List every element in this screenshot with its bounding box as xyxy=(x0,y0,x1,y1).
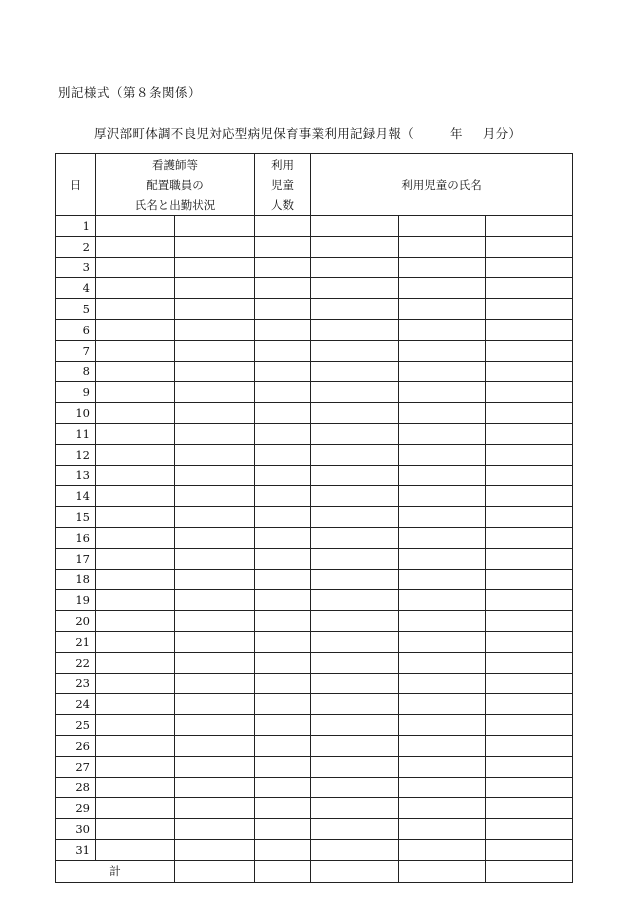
entry-cell[interactable] xyxy=(486,798,573,819)
entry-cell[interactable] xyxy=(486,465,573,486)
entry-cell[interactable] xyxy=(311,465,399,486)
entry-cell[interactable] xyxy=(311,569,399,590)
entry-cell[interactable] xyxy=(486,507,573,528)
entry-cell[interactable] xyxy=(486,673,573,694)
entry-cell[interactable] xyxy=(255,756,311,777)
entry-cell[interactable] xyxy=(399,340,486,361)
entry-cell[interactable] xyxy=(399,319,486,340)
entry-cell[interactable] xyxy=(399,777,486,798)
entry-cell[interactable] xyxy=(96,756,175,777)
entry-cell[interactable] xyxy=(399,611,486,632)
entry-cell[interactable] xyxy=(96,216,175,237)
entry-cell[interactable] xyxy=(486,611,573,632)
day-number: 3 xyxy=(56,257,96,278)
entry-cell[interactable] xyxy=(399,403,486,424)
entry-cell[interactable] xyxy=(255,423,311,444)
entry-cell[interactable] xyxy=(255,569,311,590)
entry-cell[interactable] xyxy=(175,590,255,611)
entry-cell[interactable] xyxy=(96,548,175,569)
entry-cell[interactable] xyxy=(175,236,255,257)
entry-cell[interactable] xyxy=(175,735,255,756)
entry-cell[interactable] xyxy=(96,694,175,715)
entry-cell[interactable] xyxy=(255,839,311,860)
table-row xyxy=(56,236,573,257)
entry-cell[interactable] xyxy=(486,361,573,382)
entry-cell[interactable] xyxy=(175,423,255,444)
entry-cell[interactable] xyxy=(255,382,311,403)
header-count-line-2: 児童 xyxy=(271,177,294,192)
day-number: 19 xyxy=(56,590,96,611)
entry-cell[interactable] xyxy=(175,673,255,694)
entry-cell[interactable] xyxy=(96,257,175,278)
entry-cell[interactable] xyxy=(96,340,175,361)
entry-cell[interactable] xyxy=(255,278,311,299)
entry-cell[interactable] xyxy=(486,631,573,652)
entry-cell[interactable] xyxy=(486,319,573,340)
entry-cell[interactable] xyxy=(399,694,486,715)
entry-cell[interactable] xyxy=(175,652,255,673)
report-title-month: 月分） xyxy=(482,126,522,141)
entry-cell[interactable] xyxy=(399,465,486,486)
table-row xyxy=(56,631,573,652)
entry-cell[interactable] xyxy=(255,340,311,361)
entry-cell[interactable] xyxy=(399,444,486,465)
day-number: 26 xyxy=(56,735,96,756)
entry-cell[interactable] xyxy=(175,569,255,590)
day-number: 9 xyxy=(56,382,96,403)
day-number: 29 xyxy=(56,798,96,819)
entry-cell[interactable] xyxy=(96,735,175,756)
table-row xyxy=(56,444,573,465)
total-cell[interactable] xyxy=(255,860,311,882)
day-number: 18 xyxy=(56,569,96,590)
entry-cell[interactable] xyxy=(486,694,573,715)
entry-cell[interactable] xyxy=(399,299,486,320)
table-row xyxy=(56,340,573,361)
table-row xyxy=(56,548,573,569)
entry-cell[interactable] xyxy=(255,257,311,278)
entry-cell[interactable] xyxy=(311,819,399,840)
table-row xyxy=(56,777,573,798)
day-number: 22 xyxy=(56,652,96,673)
entry-cell[interactable] xyxy=(486,216,573,237)
header-count xyxy=(255,154,311,216)
day-number: 23 xyxy=(56,673,96,694)
entry-cell[interactable] xyxy=(399,382,486,403)
entry-cell[interactable] xyxy=(399,361,486,382)
day-number: 11 xyxy=(56,423,96,444)
entry-cell[interactable] xyxy=(255,548,311,569)
entry-cell[interactable] xyxy=(255,444,311,465)
entry-cell[interactable] xyxy=(175,382,255,403)
table-row xyxy=(56,611,573,632)
entry-cell[interactable] xyxy=(96,652,175,673)
day-number: 20 xyxy=(56,611,96,632)
entry-cell[interactable] xyxy=(486,839,573,860)
entry-cell[interactable] xyxy=(311,527,399,548)
entry-cell[interactable] xyxy=(311,216,399,237)
day-number: 21 xyxy=(56,631,96,652)
entry-cell[interactable] xyxy=(486,652,573,673)
entry-cell[interactable] xyxy=(255,611,311,632)
entry-cell[interactable] xyxy=(486,403,573,424)
entry-cell[interactable] xyxy=(255,777,311,798)
entry-cell[interactable] xyxy=(255,361,311,382)
entry-cell[interactable] xyxy=(399,839,486,860)
entry-cell[interactable] xyxy=(311,694,399,715)
day-number: 27 xyxy=(56,756,96,777)
table-row xyxy=(56,319,573,340)
entry-cell[interactable] xyxy=(399,507,486,528)
usage-record-table xyxy=(55,153,573,883)
entry-cell[interactable] xyxy=(175,403,255,424)
entry-cell[interactable] xyxy=(486,819,573,840)
entry-cell[interactable] xyxy=(311,798,399,819)
entry-cell[interactable] xyxy=(486,735,573,756)
entry-cell[interactable] xyxy=(96,611,175,632)
day-number: 30 xyxy=(56,819,96,840)
table-row xyxy=(56,216,573,237)
entry-cell[interactable] xyxy=(96,278,175,299)
entry-cell[interactable] xyxy=(399,673,486,694)
entry-cell[interactable] xyxy=(175,216,255,237)
entry-cell[interactable] xyxy=(96,819,175,840)
entry-cell[interactable] xyxy=(255,819,311,840)
header-child-names: 利用児童の氏名 xyxy=(311,154,573,216)
table-row xyxy=(56,735,573,756)
entry-cell[interactable] xyxy=(399,798,486,819)
entry-cell[interactable] xyxy=(311,299,399,320)
entry-cell[interactable] xyxy=(486,527,573,548)
entry-cell[interactable] xyxy=(486,236,573,257)
entry-cell[interactable] xyxy=(311,631,399,652)
entry-cell[interactable] xyxy=(255,798,311,819)
entry-cell[interactable] xyxy=(96,319,175,340)
table-row xyxy=(56,278,573,299)
entry-cell[interactable] xyxy=(399,423,486,444)
entry-cell[interactable] xyxy=(175,819,255,840)
day-number: 7 xyxy=(56,340,96,361)
entry-cell[interactable] xyxy=(96,527,175,548)
entry-cell[interactable] xyxy=(255,319,311,340)
entry-cell[interactable] xyxy=(96,777,175,798)
table-row xyxy=(56,694,573,715)
total-cell[interactable] xyxy=(311,860,399,882)
entry-cell[interactable] xyxy=(175,548,255,569)
total-label: 計 xyxy=(56,860,175,882)
entry-cell[interactable] xyxy=(96,444,175,465)
entry-cell[interactable] xyxy=(311,735,399,756)
entry-cell[interactable] xyxy=(399,569,486,590)
entry-cell[interactable] xyxy=(311,257,399,278)
entry-cell[interactable] xyxy=(175,444,255,465)
entry-cell[interactable] xyxy=(255,735,311,756)
entry-cell[interactable] xyxy=(399,735,486,756)
day-number: 13 xyxy=(56,465,96,486)
total-row xyxy=(56,860,573,882)
entry-cell[interactable] xyxy=(255,631,311,652)
entry-cell[interactable] xyxy=(486,548,573,569)
entry-cell[interactable] xyxy=(255,403,311,424)
table-row xyxy=(56,569,573,590)
report-title xyxy=(94,124,521,142)
entry-cell[interactable] xyxy=(311,756,399,777)
entry-cell[interactable] xyxy=(399,236,486,257)
entry-cell[interactable] xyxy=(175,777,255,798)
table-row xyxy=(56,590,573,611)
day-number: 6 xyxy=(56,319,96,340)
header-staff-line-3: 氏名と出勤状況 xyxy=(134,197,216,212)
entry-cell[interactable] xyxy=(399,527,486,548)
entry-cell[interactable] xyxy=(399,548,486,569)
entry-cell[interactable] xyxy=(311,319,399,340)
entry-cell[interactable] xyxy=(399,715,486,736)
entry-cell[interactable] xyxy=(175,715,255,736)
entry-cell[interactable] xyxy=(255,465,311,486)
entry-cell[interactable] xyxy=(311,361,399,382)
entry-cell[interactable] xyxy=(175,319,255,340)
day-number: 2 xyxy=(56,236,96,257)
entry-cell[interactable] xyxy=(311,486,399,507)
entry-cell[interactable] xyxy=(255,486,311,507)
entry-cell[interactable] xyxy=(175,278,255,299)
entry-cell[interactable] xyxy=(399,590,486,611)
table-row xyxy=(56,486,573,507)
entry-cell[interactable] xyxy=(175,527,255,548)
day-number: 17 xyxy=(56,548,96,569)
entry-cell[interactable] xyxy=(311,548,399,569)
entry-cell[interactable] xyxy=(311,839,399,860)
table-row xyxy=(56,839,573,860)
entry-cell[interactable] xyxy=(486,423,573,444)
entry-cell[interactable] xyxy=(399,819,486,840)
entry-cell[interactable] xyxy=(96,507,175,528)
total-cell[interactable] xyxy=(486,860,573,882)
entry-cell[interactable] xyxy=(96,299,175,320)
table-row xyxy=(56,673,573,694)
entry-cell[interactable] xyxy=(255,216,311,237)
table-row xyxy=(56,819,573,840)
entry-cell[interactable] xyxy=(96,486,175,507)
entry-cell[interactable] xyxy=(311,715,399,736)
entry-cell[interactable] xyxy=(96,236,175,257)
report-title-year: 年 xyxy=(450,126,463,141)
table-row xyxy=(56,423,573,444)
entry-cell[interactable] xyxy=(311,403,399,424)
table-row xyxy=(56,527,573,548)
entry-cell[interactable] xyxy=(175,756,255,777)
table-row xyxy=(56,652,573,673)
entry-cell[interactable] xyxy=(96,569,175,590)
entry-cell[interactable] xyxy=(486,257,573,278)
day-number: 4 xyxy=(56,278,96,299)
entry-cell[interactable] xyxy=(311,611,399,632)
entry-cell[interactable] xyxy=(486,382,573,403)
entry-cell[interactable] xyxy=(311,236,399,257)
entry-cell[interactable] xyxy=(255,590,311,611)
day-number: 5 xyxy=(56,299,96,320)
entry-cell[interactable] xyxy=(175,694,255,715)
total-cell[interactable] xyxy=(175,860,255,882)
entry-cell[interactable] xyxy=(486,278,573,299)
table-row xyxy=(56,798,573,819)
header-count-line-1: 利用 xyxy=(271,157,294,172)
entry-cell[interactable] xyxy=(486,777,573,798)
table-row xyxy=(56,465,573,486)
form-label: 別記様式（第８条関係） xyxy=(58,85,202,100)
entry-cell[interactable] xyxy=(311,382,399,403)
entry-cell[interactable] xyxy=(255,527,311,548)
entry-cell[interactable] xyxy=(311,673,399,694)
entry-cell[interactable] xyxy=(311,777,399,798)
entry-cell[interactable] xyxy=(311,423,399,444)
entry-cell[interactable] xyxy=(175,798,255,819)
entry-cell[interactable] xyxy=(175,465,255,486)
table-row xyxy=(56,382,573,403)
day-number: 15 xyxy=(56,507,96,528)
entry-cell[interactable] xyxy=(399,257,486,278)
table-row xyxy=(56,715,573,736)
entry-cell[interactable] xyxy=(399,486,486,507)
day-number: 1 xyxy=(56,216,96,237)
entry-cell[interactable] xyxy=(311,652,399,673)
entry-cell[interactable] xyxy=(96,798,175,819)
entry-cell[interactable] xyxy=(311,340,399,361)
entry-cell[interactable] xyxy=(96,590,175,611)
day-number: 8 xyxy=(56,361,96,382)
entry-cell[interactable] xyxy=(175,340,255,361)
day-number: 31 xyxy=(56,839,96,860)
entry-cell[interactable] xyxy=(175,507,255,528)
entry-cell[interactable] xyxy=(96,631,175,652)
entry-cell[interactable] xyxy=(311,590,399,611)
entry-cell[interactable] xyxy=(96,361,175,382)
header-staff-line-2: 配置職員の xyxy=(146,177,204,192)
entry-cell[interactable] xyxy=(175,486,255,507)
header-count-line-3: 人数 xyxy=(271,197,294,212)
entry-cell[interactable] xyxy=(175,611,255,632)
header-staff xyxy=(96,154,255,216)
entry-cell[interactable] xyxy=(311,444,399,465)
entry-cell[interactable] xyxy=(175,631,255,652)
entry-cell[interactable] xyxy=(311,278,399,299)
day-number: 16 xyxy=(56,527,96,548)
entry-cell[interactable] xyxy=(486,715,573,736)
table-row xyxy=(56,299,573,320)
table-row xyxy=(56,507,573,528)
day-number: 25 xyxy=(56,715,96,736)
entry-cell[interactable] xyxy=(311,507,399,528)
entry-cell[interactable] xyxy=(486,569,573,590)
entry-cell[interactable] xyxy=(255,694,311,715)
entry-cell[interactable] xyxy=(486,340,573,361)
entry-cell[interactable] xyxy=(96,423,175,444)
entry-cell[interactable] xyxy=(486,299,573,320)
entry-cell[interactable] xyxy=(96,673,175,694)
table-row xyxy=(56,257,573,278)
day-number: 24 xyxy=(56,694,96,715)
entry-cell[interactable] xyxy=(399,631,486,652)
day-number: 10 xyxy=(56,403,96,424)
entry-cell[interactable] xyxy=(175,361,255,382)
day-number: 28 xyxy=(56,777,96,798)
entry-cell[interactable] xyxy=(399,278,486,299)
entry-cell[interactable] xyxy=(96,465,175,486)
entry-cell[interactable] xyxy=(486,486,573,507)
header-staff-line-1: 看護師等 xyxy=(152,157,198,172)
table-row xyxy=(56,361,573,382)
table-header-row xyxy=(56,154,573,216)
day-number: 12 xyxy=(56,444,96,465)
entry-cell[interactable] xyxy=(399,652,486,673)
entry-cell[interactable] xyxy=(175,839,255,860)
table-row xyxy=(56,756,573,777)
entry-cell[interactable] xyxy=(96,382,175,403)
entry-cell[interactable] xyxy=(96,715,175,736)
entry-cell[interactable] xyxy=(486,756,573,777)
entry-cell[interactable] xyxy=(96,839,175,860)
day-number: 14 xyxy=(56,486,96,507)
entry-cell[interactable] xyxy=(255,715,311,736)
total-cell[interactable] xyxy=(399,860,486,882)
table-row xyxy=(56,403,573,424)
report-title-main: 厚沢部町体調不良児対応型病児保育事業利用記録月報（ xyxy=(94,126,415,141)
entry-cell[interactable] xyxy=(399,756,486,777)
entry-cell[interactable] xyxy=(486,590,573,611)
entry-cell[interactable] xyxy=(255,299,311,320)
entry-cell[interactable] xyxy=(486,444,573,465)
entry-cell[interactable] xyxy=(255,507,311,528)
entry-cell[interactable] xyxy=(255,673,311,694)
header-day: 日 xyxy=(56,154,96,216)
entry-cell[interactable] xyxy=(255,652,311,673)
entry-cell[interactable] xyxy=(175,299,255,320)
entry-cell[interactable] xyxy=(96,403,175,424)
entry-cell[interactable] xyxy=(175,257,255,278)
entry-cell[interactable] xyxy=(399,216,486,237)
entry-cell[interactable] xyxy=(255,236,311,257)
